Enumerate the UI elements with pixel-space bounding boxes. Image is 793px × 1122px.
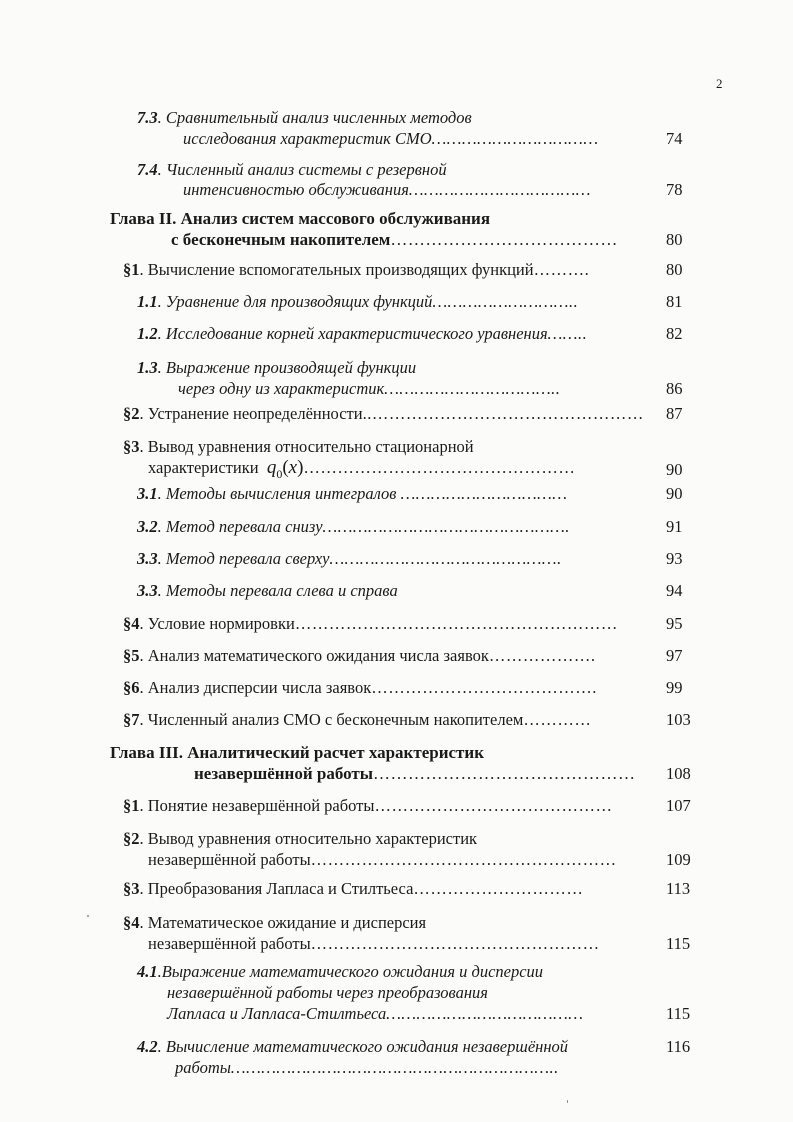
entry-title: Математическое ожидание и дисперсия: [147, 913, 427, 932]
page-ref: 90: [666, 460, 683, 479]
page-ref: 99: [666, 678, 683, 697]
page-ref: 107: [666, 796, 691, 815]
section-number: §7: [123, 710, 140, 729]
leader-dots: ………………………………………………………..: [230, 1058, 559, 1077]
page-ref: 103: [666, 710, 691, 729]
entry-title-cont: незавершённой работы: [148, 850, 311, 869]
section-number: §6: [123, 678, 140, 697]
entry-title: Вычисление вспомогательных производящих функций: [147, 260, 534, 279]
page-ref: 87: [666, 404, 683, 423]
section-number: 1.3: [137, 358, 158, 377]
toc-chapter-2[interactable]: [0, 209, 700, 255]
page-ref: 97: [666, 646, 683, 665]
toc-entry-3-3a[interactable]: 3.3. Метод перевала сверху………………………………………. 93: [137, 549, 683, 568]
entry-title: Вывод уравнения относительно характеристик: [147, 829, 478, 848]
toc-entry-iii-p2[interactable]: §2. Вывод уравнения относительно характеристик незавершённой работы……………………………………………… 109: [123, 829, 691, 869]
page-ref: 91: [666, 517, 683, 536]
toc-entry-4-2[interactable]: 4.2. Вычисление математического ожидания незавершённой работы……………………………………………………….. 116: [137, 1037, 691, 1077]
leader-dots: ………………………………………….: [322, 517, 570, 536]
entry-title: Вычисление математического ожидания незавершённой: [165, 1037, 569, 1056]
page-ref: 86: [666, 379, 683, 398]
entry-title-cont: характеристики: [148, 458, 259, 477]
toc-entry-p3[interactable]: §3. Вывод уравнения относительно стационарной характеристики $q_0(x)\dots\dots\dots\dots\dots\dots\dots\dots\dots\dots\dots\dots\dots\dots\dots\dots$ 90: [123, 437, 683, 481]
page-ref: 115: [666, 1004, 691, 1023]
leader-dots: …………………………………………………: [294, 614, 618, 633]
page-ref: 82: [666, 324, 683, 343]
toc-entry-iii-p3[interactable]: §3. Преобразования Лапласа и Стилтьеса………………………… 113: [123, 879, 691, 898]
entry-title: Анализ математического ожидания числа заявок: [147, 646, 489, 665]
section-number: 7.4: [137, 160, 158, 179]
chapter-title-cont: с бесконечным накопителем: [171, 230, 391, 249]
leader-dots: ……………………………..: [384, 379, 561, 398]
section-number: 3.2: [137, 517, 158, 536]
leader-dots: …………………………………: [386, 1004, 584, 1023]
toc-entry-p6[interactable]: §6. Анализ дисперсии числа заявок…………………………………. 99: [123, 678, 683, 697]
toc-entry-1-3[interactable]: 1.3. Выражение производящей функции через одну из характеристик…………………………….. 86: [137, 358, 683, 398]
entry-title: Понятие незавершённой работы: [147, 796, 375, 815]
section-number: §1: [123, 260, 140, 279]
page-ref: 108: [666, 764, 691, 783]
page-ref: 95: [666, 614, 683, 633]
leader-dots: ………………………………………………: [310, 850, 617, 869]
toc-entry-7-3[interactable]: 7.3. Сравнительный анализ численных методов исследования характеристик СМО…………………………… 74: [137, 108, 683, 148]
section-number: 1.2: [137, 324, 158, 343]
leader-dots: ……….: [533, 260, 590, 279]
toc-entry-4-1[interactable]: 4.1.Выражение математического ожидания и дисперсии незавершённой работы через преобразования Лапласа и Лапласа-Стилтьеса………………………………… 115: [137, 962, 691, 1023]
toc-entry-1-1[interactable]: 1.1. Уравнение для производящих функций……………………….. 81: [137, 292, 683, 311]
entry-title: Сравнительный анализ численных методов: [165, 108, 472, 127]
entry-title: Метод перевала сверху: [165, 549, 330, 568]
scan-speck: [87, 915, 89, 917]
entry-title: Уравнение для производящих функций: [165, 292, 433, 311]
leader-dots: …………………………………: [390, 230, 618, 249]
page-ref: 93: [666, 549, 683, 568]
leader-dots: ………………………………: [408, 180, 591, 199]
entry-title: Вывод уравнения относительно стационарной: [147, 437, 474, 456]
page-ref: 94: [666, 581, 683, 600]
leader-dots: ………………………………….: [371, 678, 597, 697]
leader-dots: ……..: [547, 324, 588, 343]
entry-title: Методы перевала слева и справа: [165, 581, 398, 600]
section-number: 7.3: [137, 108, 158, 127]
formula-q0x: $q_0(x)$: [266, 457, 304, 481]
section-number: §2: [123, 829, 140, 848]
leader-dots: …………………………: [413, 879, 584, 898]
section-number: 4.2: [137, 1037, 158, 1056]
entry-title: Численный анализ СМО с бесконечным накопителем: [147, 710, 524, 729]
toc-chapter-3[interactable]: [0, 743, 700, 789]
entry-title: Метод перевала снизу: [165, 517, 323, 536]
leader-dots: ……………………………………: [374, 796, 613, 815]
toc-entry-p5[interactable]: §5. Анализ математического ожидания числа заявок………………. 97: [123, 646, 683, 665]
entry-title: Условие нормировки: [147, 614, 295, 633]
page-ref: 80: [666, 260, 683, 279]
page-ref: 90: [666, 484, 683, 503]
leader-dots: ……………………………: [400, 484, 568, 503]
leader-dots: ……………….: [488, 646, 596, 665]
page-ref: 116: [666, 1037, 691, 1056]
section-number: §4: [123, 614, 140, 633]
section-number: §5: [123, 646, 140, 665]
entry-title: Устранение неопределённости: [147, 404, 363, 423]
page-ref: 81: [666, 292, 683, 311]
entry-title-cont: интенсивностью обслуживания: [183, 180, 409, 199]
page-number: 2: [716, 76, 723, 91]
page-ref: 80: [666, 230, 683, 249]
toc-entry-p2[interactable]: §2. Устранение неопределённости..………………………………………… 87: [123, 404, 683, 423]
entry-title: Выражение математического ожидания и дисперсии: [161, 962, 544, 981]
page-ref: 78: [666, 180, 683, 199]
toc-entry-iii-p1[interactable]: §1. Понятие незавершённой работы…………………………………… 107: [123, 796, 691, 815]
leader-dots: ……………………………: [431, 129, 599, 148]
entry-title: Методы вычисления интегралов: [165, 484, 397, 503]
section-number: 3.3: [137, 581, 158, 600]
entry-title: Выражение производящей функции: [165, 358, 417, 377]
entry-title: Преобразования Лапласа и Стилтьеса: [147, 879, 414, 898]
leader-dots: ………………………………………: [373, 764, 636, 783]
entry-title-cont: незавершённой работы: [148, 934, 311, 953]
chapter-title: Глава II. Анализ систем массового обслуживания: [110, 209, 491, 228]
leader-dots: …………………………………………: [303, 458, 576, 477]
page-ref: 113: [666, 879, 691, 898]
section-number: §2: [123, 404, 140, 423]
chapter-title-cont: незавершённой работы: [194, 764, 374, 783]
toc-entry-p4[interactable]: §4. Условие нормировки………………………………………………… 95: [123, 614, 683, 633]
section-number: 3.3: [137, 549, 158, 568]
entry-title: Анализ дисперсии числа заявок: [147, 678, 372, 697]
toc-entry-p7[interactable]: §7. Численный анализ СМО с бесконечным накопителем………… 103: [123, 710, 691, 729]
toc-entry-1-2[interactable]: 1.2. Исследование корней характеристического уравнения…….. 82: [137, 324, 683, 343]
section-number: 4.1: [137, 962, 158, 981]
toc-entry-7-4[interactable]: 7.4. Численный анализ системы с резервной интенсивностью обслуживания……………………………… 78: [137, 160, 683, 199]
entry-title-cont: через одну из характеристик: [178, 379, 385, 398]
leader-dots: …………: [523, 710, 592, 729]
chapter-title: Глава III. Аналитический расчет характеристик: [110, 743, 484, 762]
leader-dots: ……………………………………….: [329, 549, 562, 568]
entry-title-cont: незавершённой работы через преобразования: [167, 983, 488, 1002]
toc-entry-3-2[interactable]: 3.2. Метод перевала снизу…………………………………………. 91: [137, 517, 683, 536]
leader-dots: ……………………………………………: [310, 934, 600, 953]
toc-entry-3-3b[interactable]: 3.3. Методы перевала слева и справа 94: [137, 581, 683, 600]
toc-entry-p1[interactable]: §1. Вычисление вспомогательных производящих функций………. 80: [123, 260, 683, 279]
entry-title: Исследование корней характеристического уравнения: [165, 324, 548, 343]
leader-dots: ..…………………………………………: [362, 404, 644, 423]
toc-entry-iii-p4[interactable]: §4. Математическое ожидание и дисперсия незавершённой работы…………………………………………… 115: [123, 913, 691, 953]
section-number: §3: [123, 879, 140, 898]
page-ref: 109: [666, 850, 691, 869]
entry-title-cont: работы: [175, 1058, 231, 1077]
scan-speck: [567, 1100, 568, 1103]
leader-dots: ………………………..: [432, 292, 579, 311]
section-number: 1.1: [137, 292, 158, 311]
entry-title: Численный анализ системы с резервной: [165, 160, 447, 179]
entry-title-cont: исследования характеристик СМО: [183, 129, 432, 148]
page-ref: 74: [666, 129, 683, 148]
section-number: §3: [123, 437, 140, 456]
page-ref: 115: [666, 934, 691, 953]
section-number: 3.1: [137, 484, 158, 503]
entry-title-cont: Лапласа и Лапласа-Стилтьеса: [167, 1004, 387, 1023]
toc-entry-3-1[interactable]: 3.1. Методы вычисления интегралов …………………………… 90: [137, 484, 683, 503]
section-number: §4: [123, 913, 140, 932]
section-number: §1: [123, 796, 140, 815]
